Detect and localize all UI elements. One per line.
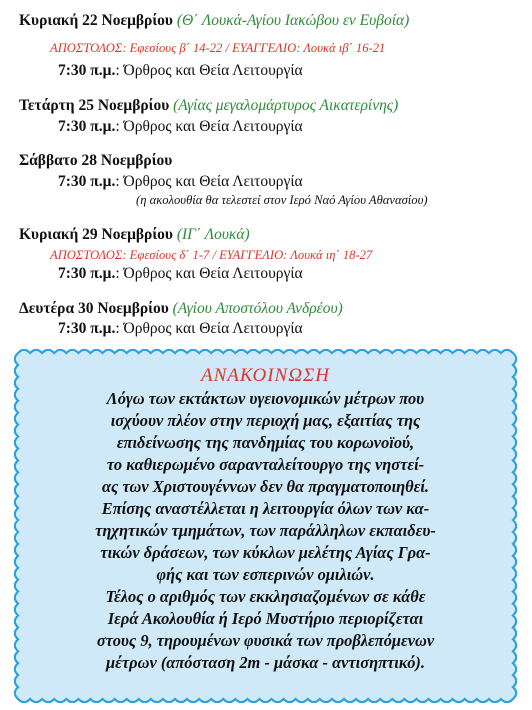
announcement-line: επιδείνωσης της πανδημίας του κορωνοϊού, xyxy=(116,433,415,452)
service-time: 7:30 π.μ. xyxy=(58,173,116,190)
service-name: : Όρθρος και Θεία Λειτουργία xyxy=(115,320,303,337)
readings-label: ΑΠΟΣΤΟΛΟΣ: Εφεσίους β΄ 14-22 / ΕΥΑΓΓΕΛΙΟ: Λουκά ιβ΄ 16-21 xyxy=(50,41,386,55)
service-time: 7:30 π.μ. xyxy=(58,320,116,337)
service-name: : Όρθρος και Θεία Λειτουργία xyxy=(115,173,303,190)
day-label: Δευτέρα 30 Νοεμβρίου xyxy=(19,300,169,317)
announcement-line: το καθιερωμένο σαρανταλείτουργο της νηστεί- xyxy=(106,455,425,474)
announcement-title: ΑΝΑΚΟΙΝΩΣΗ xyxy=(201,365,330,386)
service-time: 7:30 π.μ. xyxy=(58,62,116,79)
announcement-line: στους 9, τηρουμένων φυσικά των προβλεπόμενων xyxy=(96,631,435,650)
feast-label: (ΙΓ΄ Λουκά) xyxy=(176,226,250,243)
day-label: Κυριακή 22 Νοεμβρίου xyxy=(19,12,173,29)
announcement-line: ας των Χριστουγέννων δεν θα πραγματοποιηθεί. xyxy=(101,477,430,496)
entry-day xyxy=(19,152,172,170)
service-note: (η ακολουθία θα τελεστεί στον Ιερό Ναό Αγίου Αθανασίου) xyxy=(136,193,428,207)
announcement-line: μέτρων (απόσταση 2m - μάσκα - αντισηπτικό). xyxy=(106,653,425,672)
announcement-line: Τέλος ο αριθμός των εκκλησιαζομένων σε κάθε xyxy=(105,587,426,606)
entry-day xyxy=(19,300,343,318)
entry-day xyxy=(19,12,409,30)
entry-day xyxy=(19,97,398,115)
service-name: : Όρθρος και Θεία Λειτουργία xyxy=(115,62,303,79)
entry-day xyxy=(19,226,250,244)
service-line xyxy=(58,173,303,191)
announcement-line: Επίσης αναστέλλεται η λειτουργία όλων των κα- xyxy=(101,499,430,518)
service-line xyxy=(58,118,303,136)
readings-label: ΑΠΟΣΤΟΛΟΣ: Εφεσίους δ΄ 1-7 / ΕΥΑΓΓΕΛΙΟ: Λουκά ιη΄ 18-27 xyxy=(50,248,373,262)
service-name: : Όρθρος και Θεία Λειτουργία xyxy=(115,118,303,135)
service-line xyxy=(58,320,303,338)
service-line xyxy=(58,62,303,80)
announcement-line: Ιερά Ακολουθία ή Ιερό Μυστήριο περιορίζεται xyxy=(107,609,424,628)
service-line xyxy=(58,265,303,283)
day-label: Κυριακή 29 Νοεμβρίου xyxy=(19,226,173,243)
feast-label: (Αγίας μεγαλομάρτυρος Αικατερίνης) xyxy=(173,97,399,114)
announcement-line: Λόγω των εκτάκτων υγειονομικών μέτρων που xyxy=(106,389,425,408)
feast-label: (Θ΄ Λουκά-Αγίου Ιακώβου εν Ευβοία) xyxy=(176,12,410,29)
day-label: Σάββατο 28 Νοεμβρίου xyxy=(19,152,173,169)
announcement-line: ισχύουν πλέον στην περιοχή μας, εξαιτίας της xyxy=(110,411,421,430)
announcement-box xyxy=(14,349,517,703)
service-time: 7:30 π.μ. xyxy=(58,118,116,135)
day-label: Τετάρτη 25 Νοεμβρίου xyxy=(19,97,170,114)
feast-label: (Αγίου Αποστόλου Ανδρέου) xyxy=(172,300,343,317)
announcement-line: τικών δράσεων, των κύκλων μελέτης Αγίας Γρα- xyxy=(100,543,431,562)
announcement-line: φής και των εσπερινών ομιλιών. xyxy=(156,565,375,584)
service-name: : Όρθρος και Θεία Λειτουργία xyxy=(115,265,303,282)
service-time: 7:30 π.μ. xyxy=(58,265,116,282)
announcement-line: τηχητικών τμημάτων, των παράλληλων εκπαιδευ- xyxy=(95,521,436,540)
